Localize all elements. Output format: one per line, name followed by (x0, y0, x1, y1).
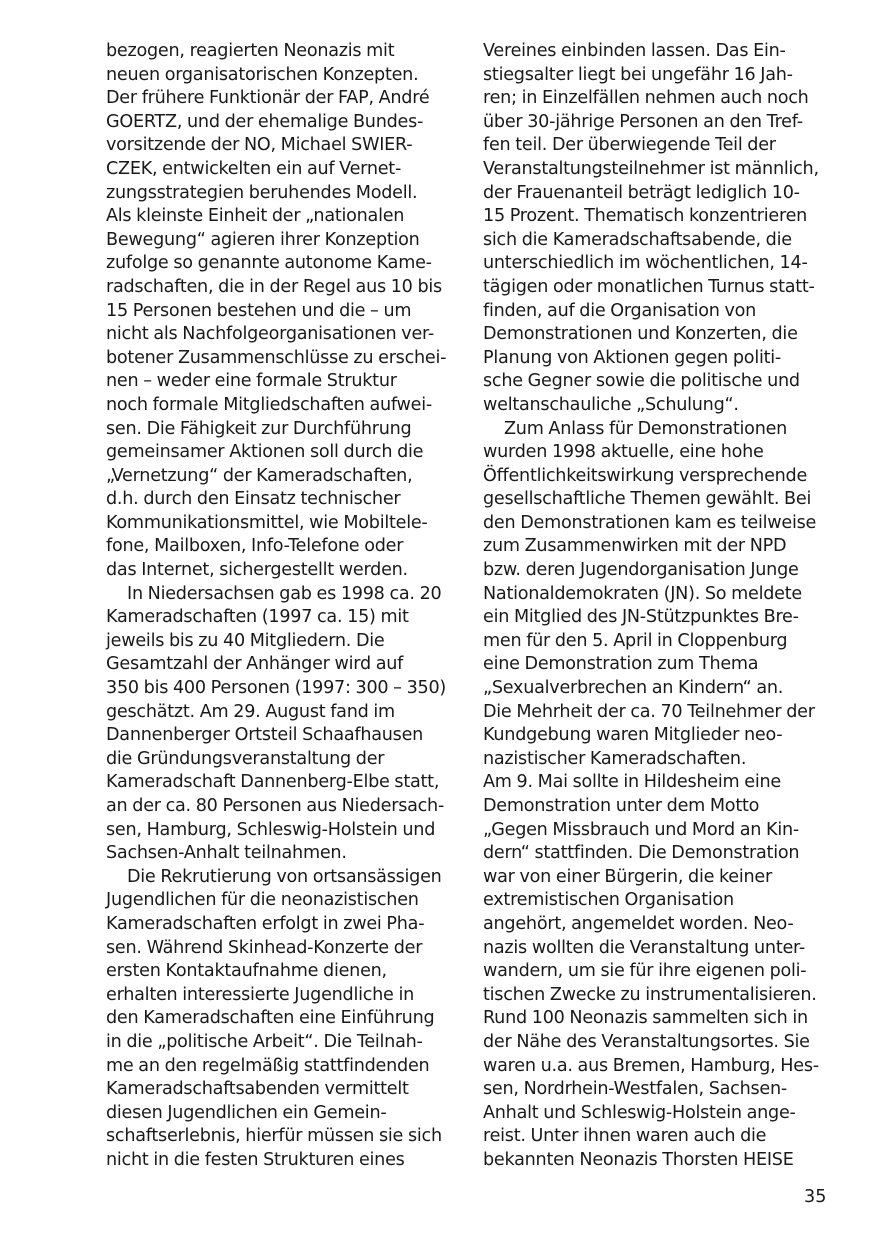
text-line: wurden 1998 aktuelle, eine hohe (483, 442, 764, 463)
text-line: men für den 5. April in Cloppenburg (483, 630, 788, 651)
text-line: stiegsalter liegt bei ungefähr 16 Jah- (483, 64, 793, 85)
text-line: Kommunikationsmittel, wie Mobiltele- (106, 512, 428, 533)
text-line: angehört, angemeldet worden. Neo- (483, 913, 794, 934)
text-line: Dannenberger Ortsteil Schaafhausen (106, 725, 424, 746)
text-line: tischen Zwecke zu instrumentalisieren. (483, 984, 817, 1005)
text-line: tägigen oder monatlichen Turnus statt- (483, 276, 815, 297)
text-line: Anhalt und Schleswig-Holstein ange- (483, 1102, 796, 1123)
text-line: d.h. durch den Einsatz technischer (106, 489, 401, 510)
text-line: me an den regelmäßig stattfindenden (106, 1055, 430, 1076)
text-line: der Frauenanteil beträgt lediglich 10- (483, 182, 800, 203)
text-line: unterschiedlich im wöchentlichen, 14- (483, 253, 808, 274)
page-number: 35 (804, 1187, 827, 1207)
text-line: 15 Prozent. Thematisch konzentrieren (483, 206, 808, 227)
text-line: fen teil. Der überwiegende Teil der (483, 135, 776, 156)
text-line: sen. Die Fähigkeit zur Durchführung (106, 418, 412, 439)
text-line: noch formale Mitgliedschaften aufwei- (106, 394, 432, 415)
text-line: Die Mehrheit der ca. 70 Teilnehmer der (483, 701, 815, 722)
text-line: die Gründungsveranstaltung der (106, 748, 385, 769)
text-line: der Nähe des Veranstaltungsortes. Sie (483, 1031, 810, 1052)
text-line: Nationaldemokraten (JN). So meldete (483, 583, 802, 604)
text-column-left (106, 40, 478, 1173)
text-line: geschätzt. Am 29. August fand im (106, 701, 395, 722)
text-line: nazistischer Kameradschaften. (483, 748, 747, 769)
text-line: Bewegung“ agieren ihrer Konzeption (106, 229, 420, 250)
text-line: Am 9. Mai sollte in Hildesheim eine (483, 772, 781, 793)
text-line: sich die Kameradschaftsabende, die (483, 229, 792, 250)
text-line: weltanschauliche „Schulung“. (483, 394, 739, 415)
text-line: gesellschaftliche Themen gewählt. Bei (483, 489, 812, 510)
text-line: das Internet, sichergestellt werden. (106, 560, 408, 581)
text-line: bzw. deren Jugendorganisation Junge (483, 560, 799, 581)
text-line: Kameradschaften (1997 ca. 15) mit (106, 607, 409, 628)
text-line: jeweils bis zu 40 Mitgliedern. Die (106, 630, 385, 651)
text-line: waren u.a. aus Bremen, Hamburg, Hes- (483, 1055, 819, 1076)
text-line: den Demonstrationen kam es teilweise (483, 512, 817, 533)
text-line: 15 Personen bestehen und die – um (106, 300, 412, 321)
text-line: in die „politische Arbeit“. Die Teilnah- (106, 1031, 423, 1052)
text-line: zum Zusammenwirken mit der NPD (483, 536, 787, 557)
text-line: vorsitzende der NO, Michael SWIER- (106, 135, 413, 156)
text-line: „Sexualverbrechen an Kindern“ an. (483, 678, 784, 699)
text-line: „Vernetzung“ der Kameradschaften, (106, 465, 413, 486)
text-line: nen – weder eine formale Struktur (106, 371, 397, 392)
text-line: In Niedersachsen gab es 1998 ca. 20 (127, 583, 442, 604)
text-line: botener Zusammenschlüsse zu erschei- (106, 347, 447, 368)
text-line: ein Mitglied des JN-Stützpunktes Bre- (483, 607, 799, 628)
text-line: Öffentlichkeitswirkung versprechende (483, 465, 808, 486)
text-line: bezogen, reagierten Neonazis mit (106, 41, 395, 61)
text-line: zufolge so genannte autonome Kame- (106, 253, 432, 274)
text-line: Kameradschaften erfolgt in zwei Pha- (106, 913, 425, 934)
text-line: reist. Unter ihnen waren auch die (483, 1126, 767, 1147)
text-line: gemeinsamer Aktionen soll durch die (106, 442, 424, 463)
text-line: Kundgebung waren Mitglieder neo- (483, 725, 783, 746)
text-line: wandern, um sie für ihre eigenen poli- (483, 961, 807, 982)
text-line: sen. Während Skinhead-Konzerte der (106, 937, 423, 958)
text-line: diesen Jugendlichen ein Gemein- (106, 1102, 387, 1123)
text-line: Der frühere Funktionär der FAP, André (106, 88, 430, 109)
text-line: Demonstrationen und Konzerten, die (483, 324, 798, 345)
text-line: Gesamtzahl der Anhänger wird auf (106, 654, 404, 675)
text-line: Zum Anlass für Demonstrationen (504, 418, 788, 439)
text-line: über 30-jährige Personen an den Tref- (483, 111, 803, 132)
text-line: Rund 100 Neonazis sammelten sich in (483, 1008, 808, 1029)
text-line: Veranstaltungsteilnehmer ist männlich, (483, 158, 819, 179)
text-line: CZEK, entwickelten ein auf Vernet- (106, 158, 402, 179)
text-line: fone, Mailboxen, Info-Telefone oder (106, 536, 404, 557)
text-line: nicht in die festen Strukturen eines (106, 1149, 405, 1170)
text-line: eine Demonstration zum Thema (483, 654, 759, 675)
text-line: sche Gegner sowie die politische und (483, 371, 800, 392)
text-line: extremistischen Organisation (483, 890, 734, 911)
text-line: finden, auf die Organisation von (483, 300, 757, 321)
text-line: ersten Kontaktaufnahme dienen, (106, 961, 387, 982)
text-line: radschaften, die in der Regel aus 10 bis (106, 276, 442, 297)
text-line: Die Rekrutierung von ortsansässigen (127, 866, 442, 887)
text-line: sen, Nordrhein-Westfalen, Sachsen- (483, 1079, 787, 1100)
text-line: Kameradschaft Dannenberg-Elbe statt, (106, 772, 440, 793)
text-line: schaftserlebnis, hierfür müssen sie sich (106, 1126, 442, 1147)
text-line: an der ca. 80 Personen aus Niedersach- (106, 796, 445, 816)
text-line: Vereines einbinden lassen. Das Ein- (483, 41, 786, 61)
text-column-right (483, 40, 855, 1173)
text-line: war von einer Bürgerin, die keiner (483, 866, 772, 887)
text-line: Jugendlichen für die neonazistischen (106, 890, 419, 911)
text-line: bekannten Neonazis Thorsten HEISE (483, 1149, 794, 1170)
text-line: Planung von Aktionen gegen politi- (483, 347, 781, 368)
text-line: nazis wollten die Veranstaltung unter- (483, 937, 806, 958)
text-line: Sachsen-Anhalt teilnahmen. (106, 843, 347, 864)
text-line: zungsstrategien beruhendes Modell. (106, 182, 418, 203)
text-line: Als kleinste Einheit der „nationalen (106, 206, 405, 227)
text-line: „Gegen Missbrauch und Mord an Kin- (483, 819, 799, 840)
text-line: neuen organisatorischen Konzepten. (106, 64, 419, 85)
text-line: Kameradschaftsabenden vermittelt (106, 1079, 409, 1100)
text-line: Demonstration unter dem Motto (483, 796, 760, 816)
text-line: erhalten interessierte Jugendliche in (106, 984, 415, 1005)
text-line: dern“ stattfinden. Die Demonstration (483, 843, 800, 864)
text-line: 350 bis 400 Personen (1997: 300 – 350) (106, 678, 447, 699)
text-line: sen, Hamburg, Schleswig-Holstein und (106, 819, 436, 840)
text-line: den Kameradschaften eine Einführung (106, 1008, 435, 1029)
text-line: GOERTZ, und der ehemalige Bundes- (106, 111, 424, 132)
text-line: nicht als Nachfolgeorganisationen ver- (106, 324, 434, 345)
text-line: ren; in Einzelfällen nehmen auch noch (483, 88, 809, 109)
